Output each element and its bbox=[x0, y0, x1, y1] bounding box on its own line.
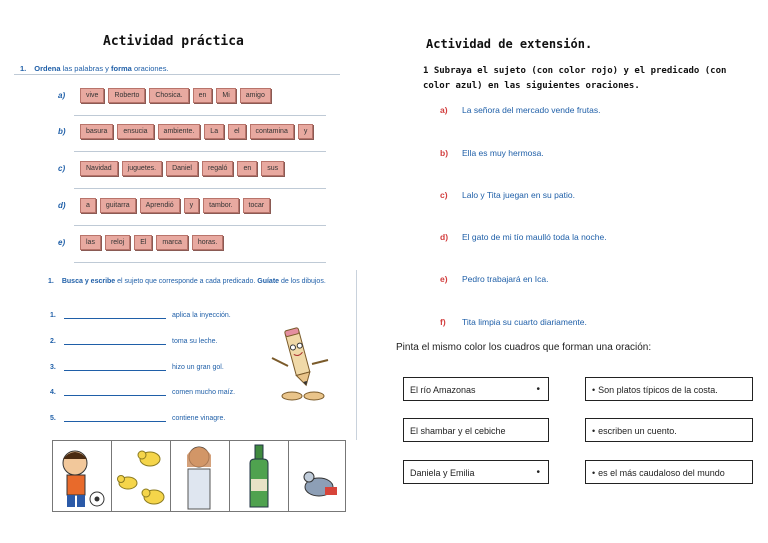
predicate-number: 5. bbox=[50, 415, 56, 422]
row-letter: a) bbox=[58, 91, 66, 100]
match-subject-box[interactable] bbox=[403, 377, 549, 401]
word-tile[interactable]: marca bbox=[156, 235, 187, 250]
predicate-item bbox=[50, 336, 218, 345]
subject-blank[interactable] bbox=[64, 336, 166, 345]
predicate-item bbox=[50, 362, 224, 371]
match-predicate-text: escriben un cuento. bbox=[598, 426, 677, 436]
word-row bbox=[58, 235, 227, 250]
match-subject-text: El shambar y el cebiche bbox=[410, 426, 506, 436]
q2-w1: Busca bbox=[61, 278, 83, 285]
sentence-item bbox=[440, 105, 600, 115]
predicate-item bbox=[50, 310, 231, 319]
word-tile[interactable]: Navidad bbox=[80, 161, 118, 176]
word-tile[interactable]: El bbox=[134, 235, 152, 250]
word-tile[interactable]: sus bbox=[261, 161, 284, 176]
predicate-item bbox=[50, 387, 235, 396]
match-subject-box[interactable] bbox=[403, 460, 549, 484]
sentence-letter: a) bbox=[440, 105, 448, 115]
sentence-text[interactable]: Tita limpia su cuarto diariamente. bbox=[462, 317, 587, 327]
predicate-text: aplica la inyección. bbox=[172, 312, 231, 319]
sentence-letter: e) bbox=[440, 274, 448, 284]
word-tile[interactable]: amigo bbox=[240, 88, 271, 103]
word-tile[interactable]: contamina bbox=[250, 124, 294, 139]
q1-mid: las palabras y bbox=[62, 64, 109, 73]
word-tile[interactable]: Roberto bbox=[108, 88, 145, 103]
sentence-letter: b) bbox=[440, 148, 449, 158]
sentence-text[interactable]: El gato de mi tío maulló toda la noche. bbox=[462, 232, 607, 242]
sentence-item bbox=[440, 148, 544, 158]
predicate-text: comen mucho maíz. bbox=[172, 389, 236, 396]
chickens-picture bbox=[112, 441, 171, 511]
subject-blank[interactable] bbox=[64, 387, 166, 396]
q2-number: 1. bbox=[48, 278, 54, 285]
answer-line[interactable] bbox=[74, 151, 326, 152]
sentence-text[interactable]: La señora del mercado vende frutas. bbox=[462, 105, 601, 115]
q2-w2: escribe bbox=[90, 278, 116, 285]
answer-line[interactable] bbox=[74, 262, 326, 263]
word-tile[interactable]: en bbox=[193, 88, 213, 103]
match-predicate-text: Son platos típicos de la costa. bbox=[598, 385, 718, 395]
predicate-text: hizo un gran gol. bbox=[172, 364, 224, 371]
divider bbox=[14, 74, 340, 75]
bullet-dot: • bbox=[536, 384, 540, 395]
answer-line[interactable] bbox=[74, 188, 326, 189]
word-tile[interactable]: a bbox=[80, 198, 96, 213]
extension-instruction: 1 Subraya el sujeto (con color rojo) y el predicado (con color azul) en las siguientes oraciones. bbox=[423, 66, 727, 91]
subject-blank[interactable] bbox=[64, 310, 166, 319]
divider bbox=[356, 270, 357, 440]
match-predicate-box[interactable] bbox=[585, 418, 753, 442]
word-tile[interactable]: Chosica. bbox=[149, 88, 188, 103]
word-tile[interactable]: guitarra bbox=[100, 198, 136, 213]
q2-w3: Guíate bbox=[257, 278, 280, 285]
sentence-text[interactable]: Pedro trabajará en Ica. bbox=[462, 274, 549, 284]
sentence-text[interactable]: Lalo y Tita juegan en su patio. bbox=[462, 190, 575, 200]
predicate-item bbox=[50, 413, 225, 422]
q2-mid2: el sujeto que corresponde a cada predicado. bbox=[117, 278, 256, 285]
word-tile[interactable]: Daniel bbox=[166, 161, 198, 176]
left-title: Actividad práctica bbox=[103, 34, 244, 49]
pencil-character-illustration bbox=[266, 326, 336, 404]
word-row bbox=[58, 198, 274, 213]
word-tile[interactable]: vive bbox=[80, 88, 104, 103]
match-predicate-box[interactable] bbox=[585, 460, 753, 484]
picture-strip bbox=[52, 440, 346, 512]
bottle-picture bbox=[230, 441, 289, 511]
row-letter: b) bbox=[58, 127, 66, 136]
word-tile[interactable]: Aprendió bbox=[140, 198, 180, 213]
match-subject-box[interactable] bbox=[403, 418, 549, 442]
word-tile[interactable]: en bbox=[237, 161, 257, 176]
bullet-dot: • bbox=[592, 468, 596, 478]
mouse-picture bbox=[289, 441, 347, 511]
word-tile[interactable]: basura bbox=[80, 124, 113, 139]
predicate-text: contiene vinagre. bbox=[172, 415, 226, 422]
word-tile[interactable]: reloj bbox=[105, 235, 130, 250]
nurse-picture bbox=[171, 441, 230, 511]
match-predicate-box[interactable] bbox=[585, 377, 753, 401]
q2-end: de los dibujos. bbox=[281, 278, 326, 285]
q1-number: 1. bbox=[20, 64, 27, 73]
match-subject-text: El río Amazonas bbox=[410, 385, 476, 395]
sentence-item bbox=[440, 274, 548, 284]
row-letter: e) bbox=[58, 238, 66, 247]
answer-line[interactable] bbox=[74, 225, 326, 226]
word-tile[interactable]: y bbox=[184, 198, 200, 213]
word-tile[interactable]: juguetes. bbox=[122, 161, 162, 176]
bullet-dot: • bbox=[592, 385, 596, 395]
subject-blank[interactable] bbox=[64, 413, 166, 422]
sentence-letter: d) bbox=[440, 232, 449, 242]
row-letter: c) bbox=[58, 164, 66, 173]
sentence-text[interactable]: Ella es muy hermosa. bbox=[462, 148, 544, 158]
bullet-dot: • bbox=[536, 467, 540, 478]
word-row bbox=[58, 88, 275, 103]
q2-mid1: y bbox=[84, 278, 89, 285]
match-subject-text: Daniela y Emilia bbox=[410, 468, 475, 478]
row-letter: d) bbox=[58, 201, 66, 210]
word-tile[interactable]: y bbox=[298, 124, 314, 139]
word-tile[interactable]: ambiente. bbox=[158, 124, 201, 139]
answer-line[interactable] bbox=[74, 115, 326, 116]
sentence-item bbox=[440, 190, 575, 200]
word-row bbox=[58, 161, 288, 176]
word-tile[interactable]: tambor. bbox=[203, 198, 238, 213]
matching-instruction: Pinta el mismo color los cuadros que forman una oración: bbox=[396, 342, 652, 353]
predicate-number: 3. bbox=[50, 364, 56, 371]
word-tile[interactable]: tocar bbox=[243, 198, 271, 213]
sentence-item bbox=[440, 232, 607, 242]
word-tile[interactable]: el bbox=[228, 124, 245, 139]
bullet-dot: • bbox=[592, 426, 596, 436]
word-tile[interactable]: las bbox=[80, 235, 101, 250]
sentence-item bbox=[440, 317, 587, 327]
sentence-letter: c) bbox=[440, 190, 448, 200]
word-tile[interactable]: regaló bbox=[202, 161, 233, 176]
right-title: Actividad de extensión. bbox=[426, 37, 593, 51]
predicate-number: 1. bbox=[50, 312, 56, 319]
boy-soccer-picture bbox=[53, 441, 112, 511]
q2-instruction bbox=[48, 278, 326, 285]
q1-word2: forma bbox=[111, 64, 132, 73]
predicate-number: 4. bbox=[50, 389, 56, 396]
q1-end: oraciones. bbox=[133, 64, 169, 73]
word-tile[interactable]: horas. bbox=[192, 235, 223, 250]
word-tile[interactable]: Mi bbox=[216, 88, 235, 103]
predicate-text: toma su leche. bbox=[172, 338, 218, 345]
subject-blank[interactable] bbox=[64, 362, 166, 371]
predicate-number: 2. bbox=[50, 338, 56, 345]
word-row bbox=[58, 124, 317, 139]
q1-instruction bbox=[20, 64, 169, 73]
q1-word1: Ordena bbox=[34, 64, 61, 73]
sentence-letter: f) bbox=[440, 317, 446, 327]
word-tile[interactable]: ensucia bbox=[117, 124, 153, 139]
word-tile[interactable]: La bbox=[204, 124, 224, 139]
match-predicate-text: es el más caudaloso del mundo bbox=[598, 468, 725, 478]
